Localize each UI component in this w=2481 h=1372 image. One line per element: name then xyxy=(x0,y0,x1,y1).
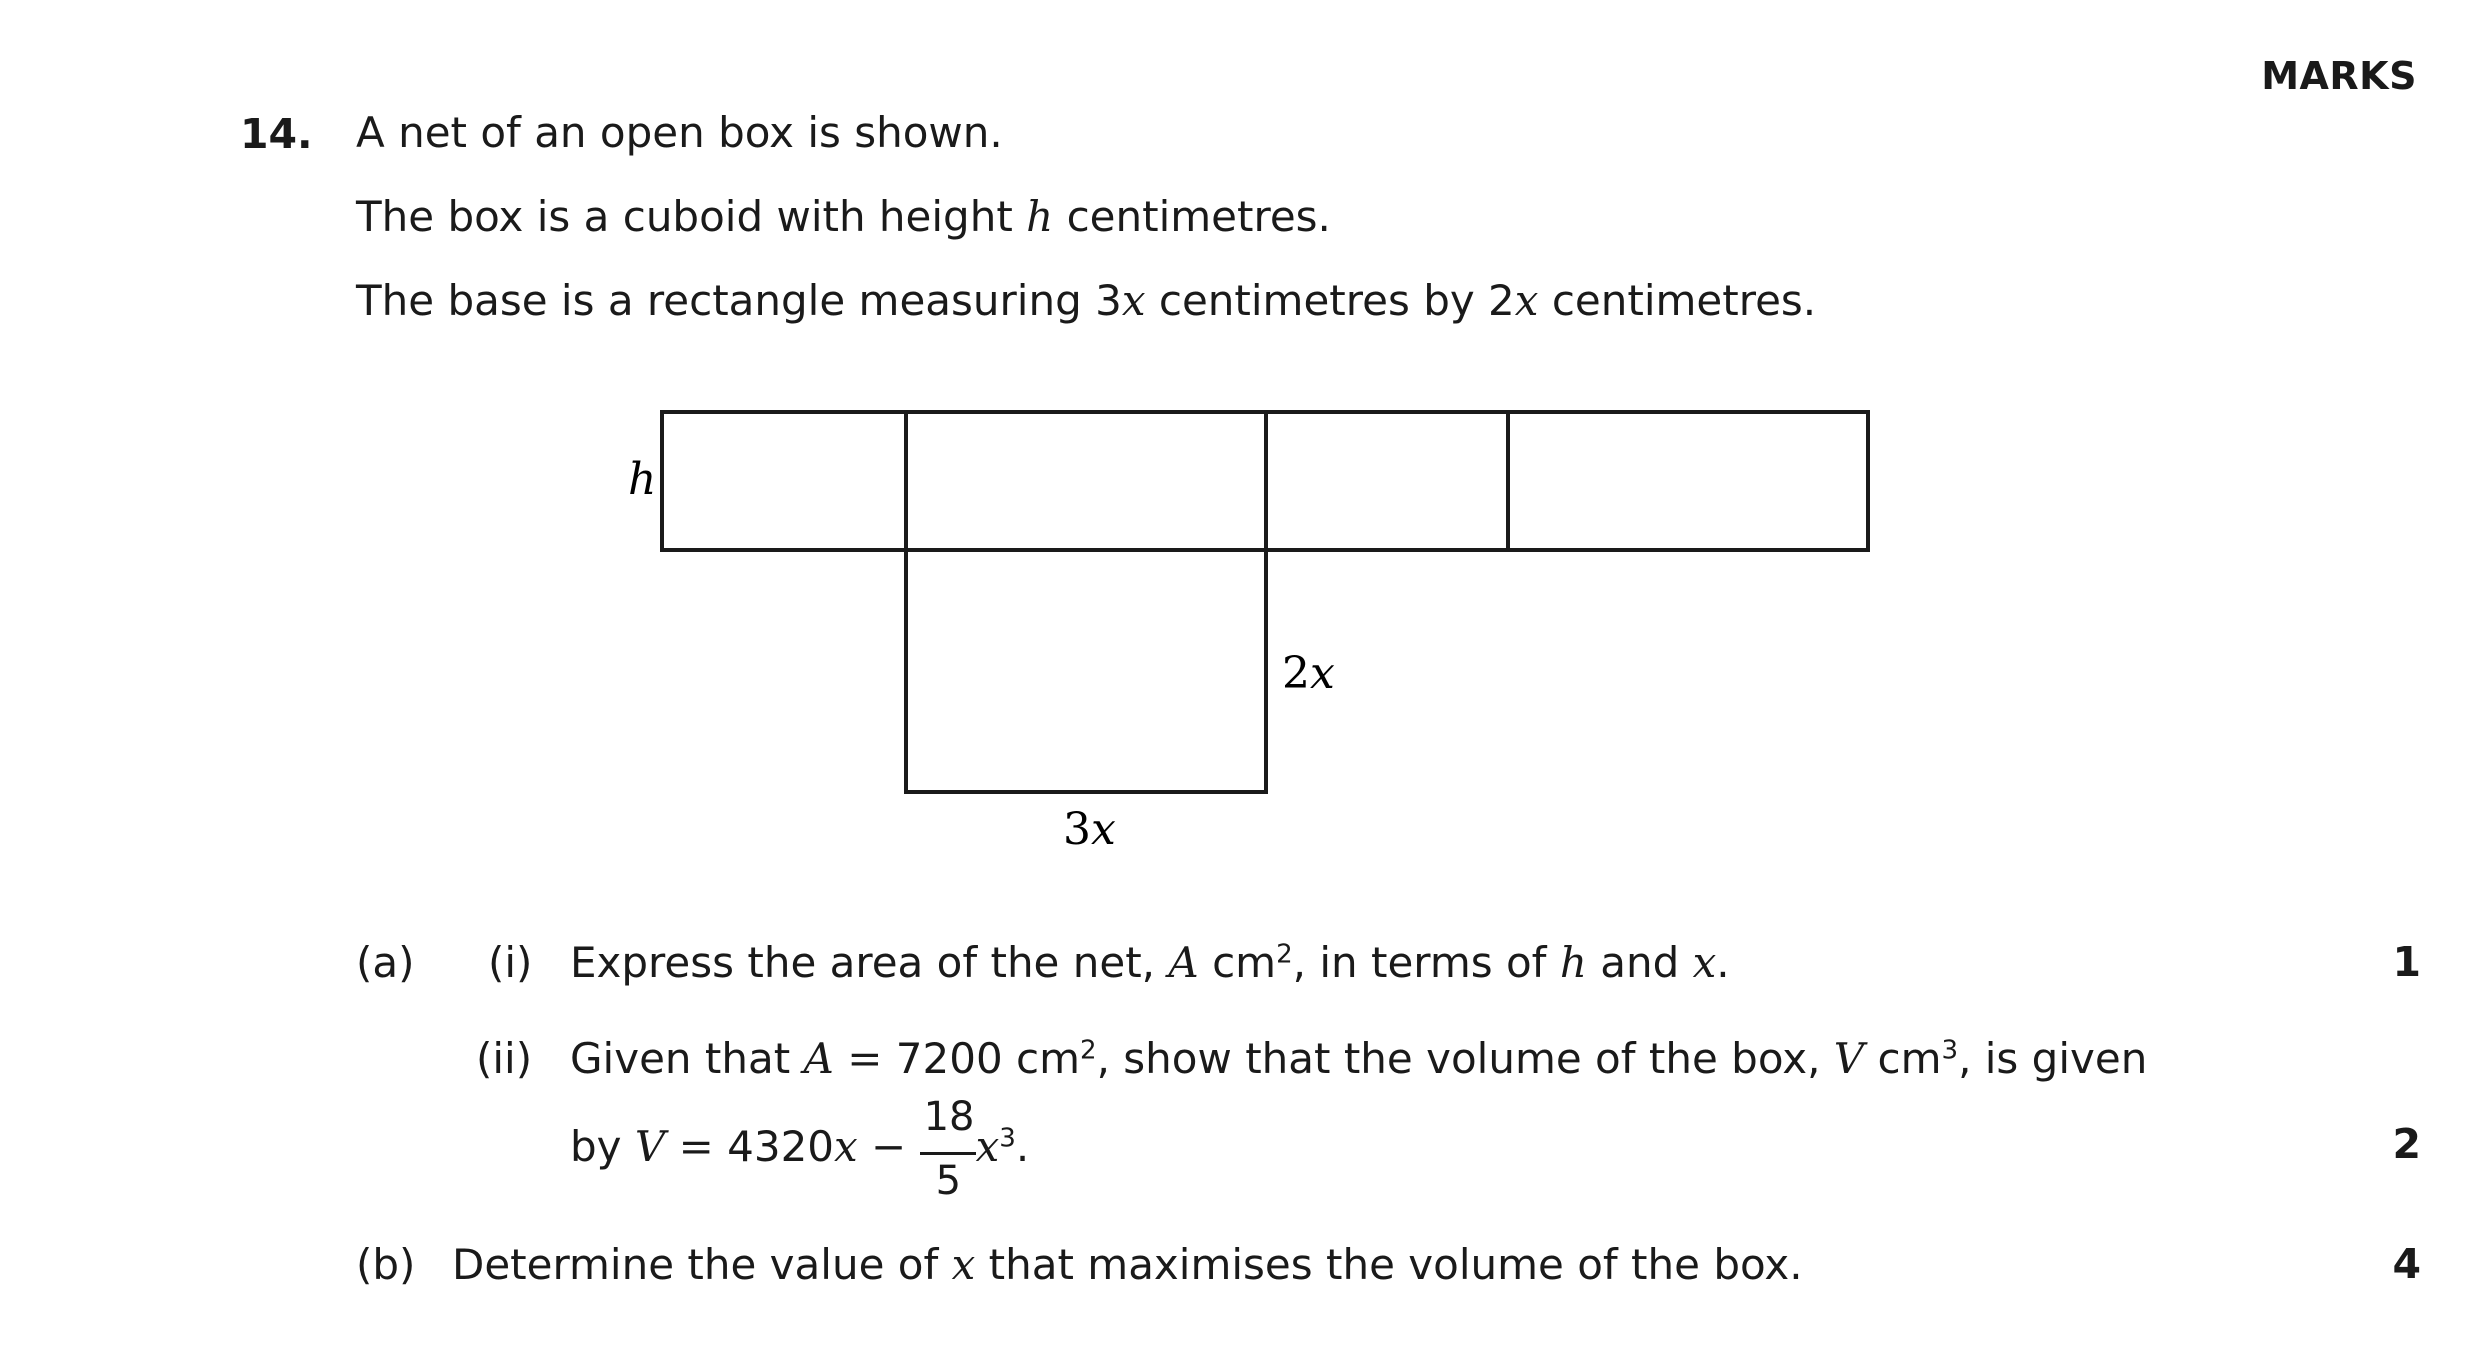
part-a-i-var-a: A xyxy=(1168,938,1199,987)
fraction-numerator: 18 xyxy=(923,1093,975,1140)
part-a-ii-by: by xyxy=(570,1122,635,1171)
part-a-ii-text-a: Given that xyxy=(570,1034,804,1083)
part-a-ii-var-v: V xyxy=(1833,1034,1865,1083)
part-a-i-var-x: x xyxy=(1692,938,1717,987)
net-face-back xyxy=(1508,412,1868,550)
net-face-side-left xyxy=(662,412,906,550)
part-a-ii-line2-var-x2: x xyxy=(975,1122,1000,1171)
part-a-ii-var-a: A xyxy=(803,1034,834,1083)
part-a-ii-line2-minus: − xyxy=(857,1122,920,1171)
part-a-ii-text-d: cm xyxy=(1864,1034,1942,1083)
part-a-i-text-d: and xyxy=(1586,938,1693,987)
part-a-ii-marks: 2 xyxy=(2392,1120,2421,1168)
part-a-ii-label: (ii) xyxy=(476,1034,533,1083)
part-b-marks: 4 xyxy=(2392,1240,2421,1288)
net-face-front xyxy=(906,412,1266,550)
intro-line-2-text-b: centimetres. xyxy=(1053,192,1331,241)
intro-line-1-text: A net of an open box is shown. xyxy=(356,108,1003,157)
marks-header: MARKS xyxy=(2261,54,2417,98)
part-a-ii-line2-num: 4320 xyxy=(727,1122,835,1171)
intro-line-2-var-h: h xyxy=(1026,192,1054,241)
part-b-text xyxy=(452,1240,1803,1289)
part-a-ii-line-2 xyxy=(570,1093,1030,1204)
part-a-ii-line2-end: . xyxy=(1015,1122,1030,1171)
part-a-i-sup: 2 xyxy=(1276,939,1293,970)
part-a-ii-text-c: , show that the volume of the box, xyxy=(1096,1034,1834,1083)
net-face-side-right xyxy=(1266,412,1508,550)
intro-line-3-text-c: centimetres. xyxy=(1538,276,1817,325)
net-face-base xyxy=(906,550,1266,792)
part-b-text-b: that maximises the volume of the box. xyxy=(975,1240,1803,1289)
part-b-text-a: Determine the value of xyxy=(452,1240,952,1289)
part-a-ii-text-b: 7200 cm xyxy=(895,1034,1081,1083)
net-label-3x-num: 3 xyxy=(1063,804,1091,855)
intro-line-3-var-x2: x xyxy=(1514,276,1539,325)
intro-line-3-text-a: The base is a rectangle measuring 3 xyxy=(356,276,1122,325)
intro-line-3-text-b: centimetres by 2 xyxy=(1145,276,1515,325)
net-label-2x-num: 2 xyxy=(1282,648,1310,699)
intro-line-1 xyxy=(356,108,1003,157)
part-a-i-text-c: , in terms of xyxy=(1292,938,1560,987)
part-a-i-text xyxy=(570,938,1730,987)
part-a-i-marks: 1 xyxy=(2392,938,2421,986)
part-a-ii-line2-equals: = xyxy=(665,1122,728,1171)
fraction-denominator: 5 xyxy=(935,1157,962,1204)
part-a-i-var-h: h xyxy=(1559,938,1587,987)
part-a-i-text-e: . xyxy=(1716,938,1730,987)
intro-line-3 xyxy=(356,276,1816,325)
part-a-ii-line-1 xyxy=(570,1034,2147,1083)
part-a-ii-line2-var-x: x xyxy=(834,1122,858,1171)
part-a-i-text-b: cm xyxy=(1198,938,1277,987)
part-a-ii-fraction xyxy=(920,1093,976,1204)
net-label-h: h xyxy=(628,454,657,505)
fraction-bar xyxy=(920,1152,976,1155)
question-number: 14. xyxy=(240,110,313,158)
intro-line-2-text-a: The box is a cuboid with height xyxy=(356,192,1027,241)
part-a-ii-text-e: , is given xyxy=(1958,1034,2148,1083)
part-a-ii-line2-sup: 3 xyxy=(999,1123,1016,1154)
part-a-ii-line2-var-v: V xyxy=(634,1122,666,1171)
part-a-label: (a) xyxy=(356,938,415,987)
part-a-ii-sup-1: 2 xyxy=(1080,1035,1097,1066)
intro-line-2 xyxy=(356,192,1331,241)
part-a-i-label: (i) xyxy=(488,938,533,987)
intro-line-3-var-x1: x xyxy=(1121,276,1146,325)
net-label-3x xyxy=(1063,804,1116,855)
part-b-label: (b) xyxy=(356,1240,416,1289)
part-a-ii-sup-2: 3 xyxy=(1941,1035,1959,1066)
part-a-i-text-a: Express the area of the net, xyxy=(570,938,1169,987)
net-label-2x xyxy=(1282,648,1335,699)
net-label-2x-var: x xyxy=(1310,648,1335,699)
net-label-3x-var: x xyxy=(1091,804,1116,855)
part-a-ii-equals: = xyxy=(833,1034,896,1083)
part-b-var-x: x xyxy=(951,1240,976,1289)
